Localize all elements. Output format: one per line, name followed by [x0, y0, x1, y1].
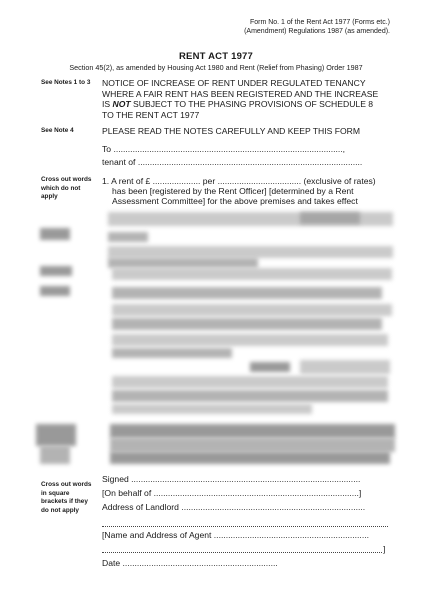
notice-line4: TO THE RENT ACT 1977 [102, 109, 200, 120]
address-continuation-line[interactable] [102, 526, 388, 527]
side-note-notes-1-3: See Notes 1 to 3 [41, 79, 91, 86]
read-notes-instruction: PLEASE READ THE NOTES CAREFULLY AND KEEP THIS FORM [102, 126, 361, 136]
notice-line3-em: NOT [112, 99, 131, 109]
notice-line1: NOTICE OF INCREASE OF RENT UNDER REGULATED TENANCY [102, 78, 366, 88]
page-subtitle: Section 45(2), as amended by Housing Act 1980 and Rent (Relief from Phasing) Order 1987 [69, 63, 363, 72]
page-title: RENT ACT 1977 [178, 51, 254, 62]
agent-closing-bracket: ] [383, 544, 386, 554]
address-of-landlord-field[interactable]: Address of Landlord ............................................................................. [102, 502, 366, 512]
side-note-note-4: See Note 4 [41, 127, 74, 134]
notice-line3 [102, 99, 402, 110]
notice-line3-post: SUBJECT TO THE PHASING PROVISIONS OF SCHEDULE 8 [130, 99, 374, 109]
notice-line2: WHERE A FAIR RENT HAS BEEN REGISTERED AND THE INCREASE [102, 88, 379, 99]
form-number-line1: Form No. 1 of the Rent Act 1977 (Forms etc.) [249, 19, 390, 26]
signed-field[interactable]: Signed ................................................................................................ [102, 474, 361, 484]
notice-heading [102, 78, 402, 120]
rent-amount-line[interactable]: 1. A rent of £ .................... per ................................... (exclusive of rates) [102, 176, 376, 186]
rent-line2: has been [registered by the Rent Officer] [determined by a Rent [112, 186, 354, 196]
date-field[interactable]: Date ................................................................. [102, 558, 278, 568]
to-field[interactable]: To ................................................................................................, [102, 144, 346, 154]
form-number [170, 18, 390, 36]
side-note-cross-out-2: Cross out words in square brackets if they do not apply [41, 481, 92, 514]
rent-line3: Assessment Committee] for the above premises and takes effect [112, 196, 358, 206]
side-note-cross-out-1: Cross out words which do not apply [41, 176, 92, 200]
form-number-line2: (Amendment) Regulations 1987 (as amended). [244, 28, 390, 35]
agent-name-address-field[interactable]: [Name and Address of Agent ................................................................. [102, 530, 369, 540]
on-behalf-of-field[interactable]: [On behalf of ......................................................................................] [102, 488, 362, 498]
tenant-of-field[interactable]: tenant of .............................................................................................. [102, 157, 363, 167]
notice-line3-pre: IS [102, 99, 113, 109]
agent-continuation-line[interactable] [102, 552, 382, 553]
